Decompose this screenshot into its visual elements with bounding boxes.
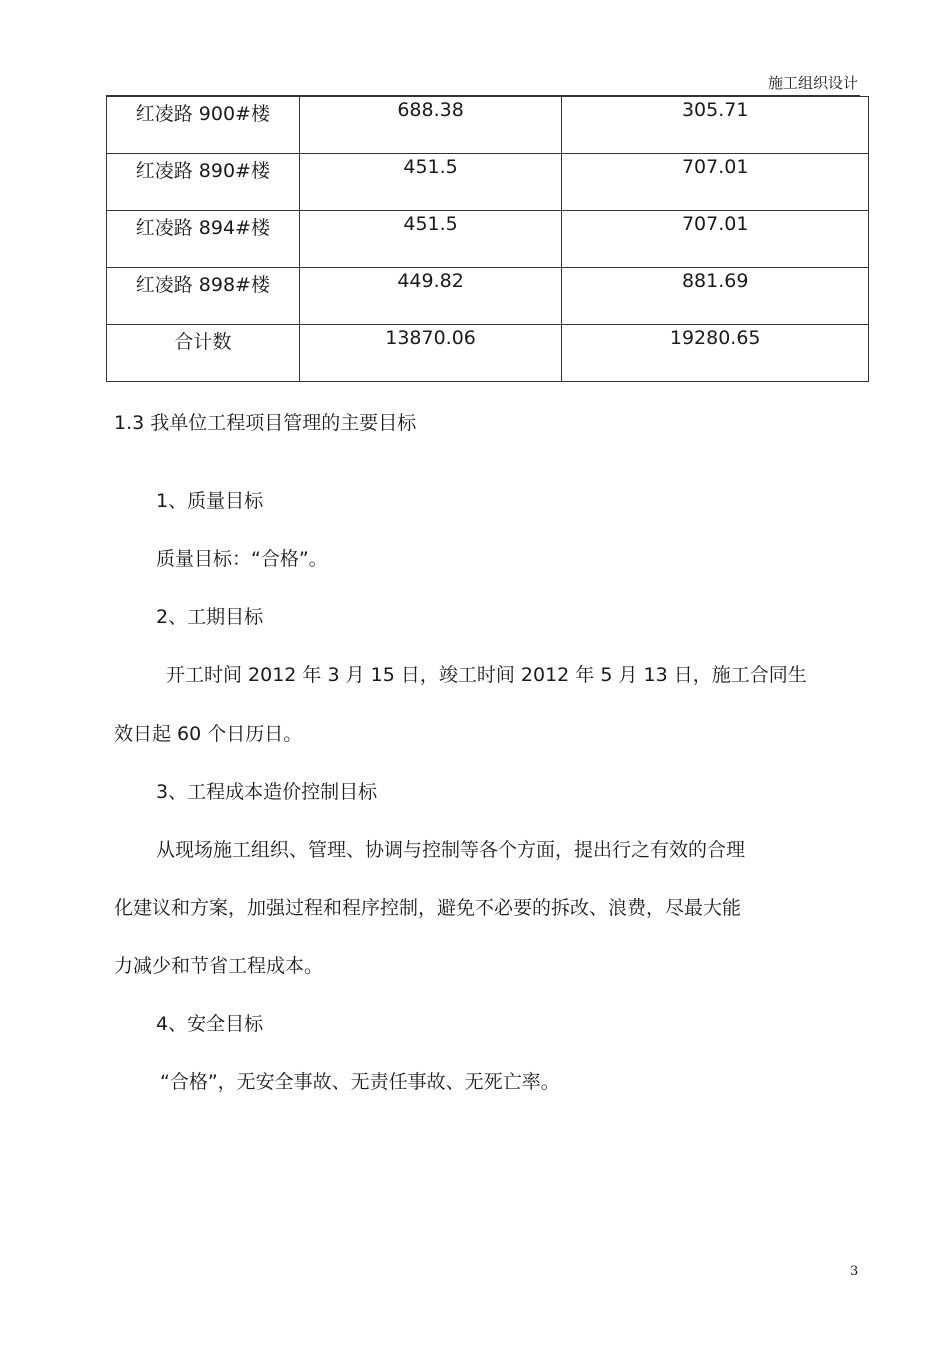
cost-paragraph-line: 力减少和节省工程成本。 (114, 955, 324, 977)
schedule-heading: 2、工期目标 (156, 606, 264, 628)
safety-heading: 4、安全目标 (156, 1013, 264, 1035)
schedule-paragraph-line: 开工时间 2012 年 3 月 15 日，竣工时间 2012 年 5 月 13 日，施工合同生 (166, 664, 807, 686)
table-row-total (107, 325, 869, 382)
section-heading: 1.3 我单位工程项目管理的主要目标 (114, 412, 417, 434)
table-cell-value: 707.01 (562, 154, 869, 211)
table-row (107, 211, 869, 268)
table-cell-value: 881.69 (562, 268, 869, 325)
schedule-paragraph-line: 效日起 60 个日历日。 (114, 723, 303, 745)
table-cell-value: 707.01 (562, 211, 869, 268)
table-row (107, 97, 869, 154)
page-number: 3 (850, 1264, 859, 1279)
safety-text: “合格”，无安全事故、无责任事故、无死亡率。 (160, 1071, 560, 1093)
building-data-table (106, 96, 869, 382)
table-cell-name: 红凌路 894#楼 (107, 211, 300, 268)
cost-paragraph-line: 从现场施工组织、管理、协调与控制等各个方面，提出行之有效的合理 (156, 839, 746, 861)
table-row (107, 268, 869, 325)
quality-text: 质量目标：“合格”。 (156, 548, 328, 570)
document-header-title: 施工组织设计 (767, 74, 858, 92)
table-cell-name: 红凌路 898#楼 (107, 268, 300, 325)
table-row (107, 154, 869, 211)
table-cell-value: 451.5 (299, 211, 562, 268)
table-cell-name: 红凌路 900#楼 (107, 97, 300, 154)
cost-paragraph-line: 化建议和方案，加强过程和程序控制，避免不必要的拆改、浪费，尽最大能 (114, 897, 742, 919)
table-cell-total-label: 合计数 (107, 325, 300, 382)
table-cell-value: 688.38 (299, 97, 562, 154)
cost-heading: 3、工程成本造价控制目标 (156, 781, 378, 803)
table-cell-total-value: 13870.06 (299, 325, 562, 382)
quality-heading: 1、质量目标 (156, 490, 264, 512)
table-cell-total-value: 19280.65 (562, 325, 869, 382)
table-cell-value: 451.5 (299, 154, 562, 211)
table-cell-name: 红凌路 890#楼 (107, 154, 300, 211)
table-cell-value: 305.71 (562, 97, 869, 154)
table-cell-value: 449.82 (299, 268, 562, 325)
